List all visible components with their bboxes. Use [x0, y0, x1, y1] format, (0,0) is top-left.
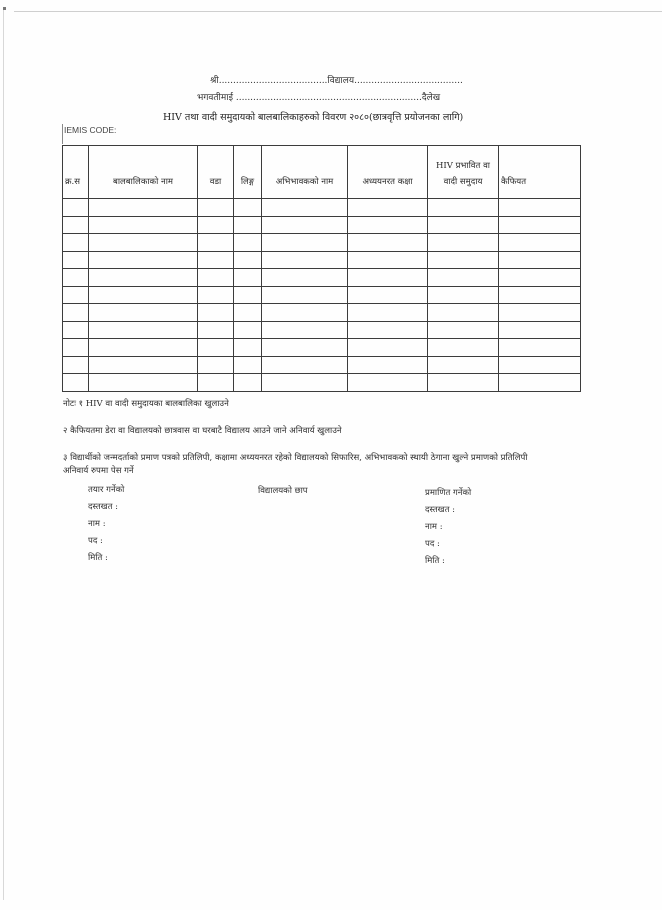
table-cell[interactable]: [234, 251, 262, 269]
table-cell[interactable]: [89, 321, 198, 339]
blank-dots: ......................................: [354, 76, 463, 86]
student-details-table: [62, 145, 581, 392]
iemis-code-label: IEMIS CODE:: [64, 125, 117, 135]
table-cell[interactable]: [348, 199, 428, 217]
table-cell[interactable]: [89, 216, 198, 234]
table-cell[interactable]: [63, 321, 89, 339]
table-cell[interactable]: [262, 339, 348, 357]
table-cell[interactable]: [198, 216, 234, 234]
col-guardian-name: अभिभावकको नाम: [262, 146, 348, 199]
table-cell[interactable]: [428, 356, 499, 374]
table-body: [63, 199, 581, 392]
certified-by-date: मिति :: [425, 556, 445, 566]
table-cell[interactable]: [428, 374, 499, 392]
table-cell[interactable]: [234, 234, 262, 252]
prepared-by-post: पद :: [88, 536, 103, 546]
table-cell[interactable]: [234, 356, 262, 374]
table-cell[interactable]: [348, 269, 428, 287]
table-cell[interactable]: [234, 339, 262, 357]
table-cell[interactable]: [348, 339, 428, 357]
table-cell[interactable]: [428, 199, 499, 217]
table-cell[interactable]: [198, 321, 234, 339]
table-cell[interactable]: [262, 199, 348, 217]
table-cell[interactable]: [198, 199, 234, 217]
table-cell[interactable]: [63, 199, 89, 217]
table-cell[interactable]: [63, 269, 89, 287]
table-cell[interactable]: [428, 269, 499, 287]
table-cell[interactable]: [428, 216, 499, 234]
blank-dots: ......................................: [218, 76, 328, 86]
table-row: [63, 269, 581, 287]
table-cell[interactable]: [428, 304, 499, 322]
table-cell[interactable]: [63, 286, 89, 304]
table-cell[interactable]: [348, 304, 428, 322]
table-cell[interactable]: [499, 304, 581, 322]
table-cell[interactable]: [262, 374, 348, 392]
certified-by-name: नाम :: [425, 522, 443, 532]
table-row: [63, 356, 581, 374]
table-cell[interactable]: [348, 234, 428, 252]
table-cell[interactable]: [89, 234, 198, 252]
table-cell[interactable]: [348, 251, 428, 269]
note-3: ३ विद्यार्थीको जन्मदर्ताको प्रमाण पत्रको प्रतिलिपी, कक्षामा अध्ययनरत रहेको विद्यालयको सिफारिस, अभिभावकको स्थायी ठेगाना खुल्ने प्रमाणको प्रतिलिपी: [63, 453, 528, 463]
table-cell[interactable]: [234, 269, 262, 287]
table-row: [63, 304, 581, 322]
table-header-row: [63, 146, 581, 199]
col-class: अध्ययनरत कक्षा: [348, 146, 428, 199]
table-cell[interactable]: [262, 234, 348, 252]
table-cell[interactable]: [89, 269, 198, 287]
prepared-by-heading: तयार गर्नेको: [88, 485, 125, 495]
school-name-line: [210, 73, 463, 86]
iemis-border: [62, 124, 63, 144]
note-3-continued: अनिवार्य रुपमा पेस गर्ने: [63, 466, 134, 476]
prepared-by-name: नाम :: [88, 519, 106, 529]
table-cell[interactable]: [262, 269, 348, 287]
col-hiv-badi: [428, 146, 499, 199]
table-cell[interactable]: [234, 374, 262, 392]
table-cell[interactable]: [428, 321, 499, 339]
table-cell[interactable]: [63, 216, 89, 234]
scan-edge-left: [3, 10, 4, 900]
table-row: [63, 321, 581, 339]
table-cell[interactable]: [234, 216, 262, 234]
table-cell[interactable]: [499, 251, 581, 269]
table-cell[interactable]: [89, 286, 198, 304]
table-cell[interactable]: [428, 286, 499, 304]
table-cell[interactable]: [198, 339, 234, 357]
table-cell[interactable]: [89, 304, 198, 322]
table-cell[interactable]: [89, 339, 198, 357]
table-cell[interactable]: [198, 234, 234, 252]
table-cell[interactable]: [234, 321, 262, 339]
table-row: [63, 199, 581, 217]
table-cell[interactable]: [499, 199, 581, 217]
shree-label: श्री: [210, 76, 219, 86]
table-cell[interactable]: [89, 356, 198, 374]
table-cell[interactable]: [89, 251, 198, 269]
table-row: [63, 374, 581, 392]
table-row: [63, 216, 581, 234]
col-gender: लिङ्ग: [234, 146, 262, 199]
table-cell[interactable]: [198, 374, 234, 392]
table-cell[interactable]: [348, 286, 428, 304]
address-line: [197, 90, 440, 103]
table-cell[interactable]: [348, 216, 428, 234]
form-title: HIV तथा वादी समुदायको बालबालिकाहरुको विवरण २०८०(छात्रवृत्ति प्रयोजनका लागि): [163, 112, 464, 123]
table-cell[interactable]: [63, 339, 89, 357]
table-cell[interactable]: [262, 251, 348, 269]
table-cell[interactable]: [262, 304, 348, 322]
table-row: [63, 251, 581, 269]
table-cell[interactable]: [63, 356, 89, 374]
table-cell[interactable]: [198, 304, 234, 322]
table-cell[interactable]: [89, 374, 198, 392]
table-cell[interactable]: [198, 356, 234, 374]
table-cell[interactable]: [234, 286, 262, 304]
table-cell[interactable]: [428, 251, 499, 269]
blank-dots: .................................................................: [235, 93, 422, 103]
table-cell[interactable]: [262, 216, 348, 234]
table-cell[interactable]: [234, 199, 262, 217]
table-cell[interactable]: [234, 304, 262, 322]
table-cell[interactable]: [428, 339, 499, 357]
table-cell[interactable]: [499, 321, 581, 339]
col-remarks: कैफियत: [499, 146, 581, 199]
table-cell[interactable]: [348, 374, 428, 392]
table-cell[interactable]: [198, 269, 234, 287]
school-label: विद्यालय: [327, 76, 355, 86]
table-cell[interactable]: [89, 199, 198, 217]
prepared-by-signature: दस्तखत :: [88, 502, 119, 512]
col-hiv-badi-label: HIV प्रभावित वा वादी समुदाय: [435, 161, 491, 187]
table-cell[interactable]: [63, 234, 89, 252]
table-cell[interactable]: [499, 269, 581, 287]
scan-corner-mark: [3, 7, 6, 10]
table-row: [63, 234, 581, 252]
table-cell[interactable]: [262, 286, 348, 304]
table-cell[interactable]: [499, 216, 581, 234]
certified-by-signature: दस्तखत :: [425, 505, 456, 515]
table-cell[interactable]: [348, 321, 428, 339]
col-ward: वडा: [198, 146, 234, 199]
prepared-by-date: मिति :: [88, 553, 108, 563]
certified-by-post: पद :: [425, 539, 440, 549]
table-cell[interactable]: [499, 286, 581, 304]
table-cell[interactable]: [428, 234, 499, 252]
table-cell[interactable]: [63, 304, 89, 322]
col-child-name: बालबालिकाको नाम: [89, 146, 198, 199]
table-cell[interactable]: [198, 286, 234, 304]
col-serial-number: क्र.स: [63, 146, 89, 199]
certified-by-heading: प्रमाणित गर्नेको: [425, 488, 472, 498]
table-cell[interactable]: [499, 356, 581, 374]
table-cell[interactable]: [262, 321, 348, 339]
scan-edge-top: [14, 11, 662, 12]
table-cell[interactable]: [499, 374, 581, 392]
table-cell[interactable]: [63, 251, 89, 269]
table-cell[interactable]: [198, 251, 234, 269]
school-stamp-label: विद्यालयको छाप: [258, 486, 308, 496]
table-cell[interactable]: [499, 339, 581, 357]
table-cell[interactable]: [499, 234, 581, 252]
note-1: नोटः १ HIV वा वादी समुदायका बालबालिका खुलाउने: [63, 399, 229, 409]
note-2: २ कैफियतमा डेरा वा विद्यालयको छात्रवास वा घरबाटै विद्यालय आउने जाने अनिवार्य खुलाउने: [63, 426, 342, 436]
table-row: [63, 286, 581, 304]
table-row: [63, 339, 581, 357]
district-label: दैलेख: [421, 93, 441, 103]
table-cell[interactable]: [63, 374, 89, 392]
table-cell[interactable]: [262, 356, 348, 374]
municipality-label: भगवतीमाई: [197, 93, 233, 103]
table-cell[interactable]: [348, 356, 428, 374]
